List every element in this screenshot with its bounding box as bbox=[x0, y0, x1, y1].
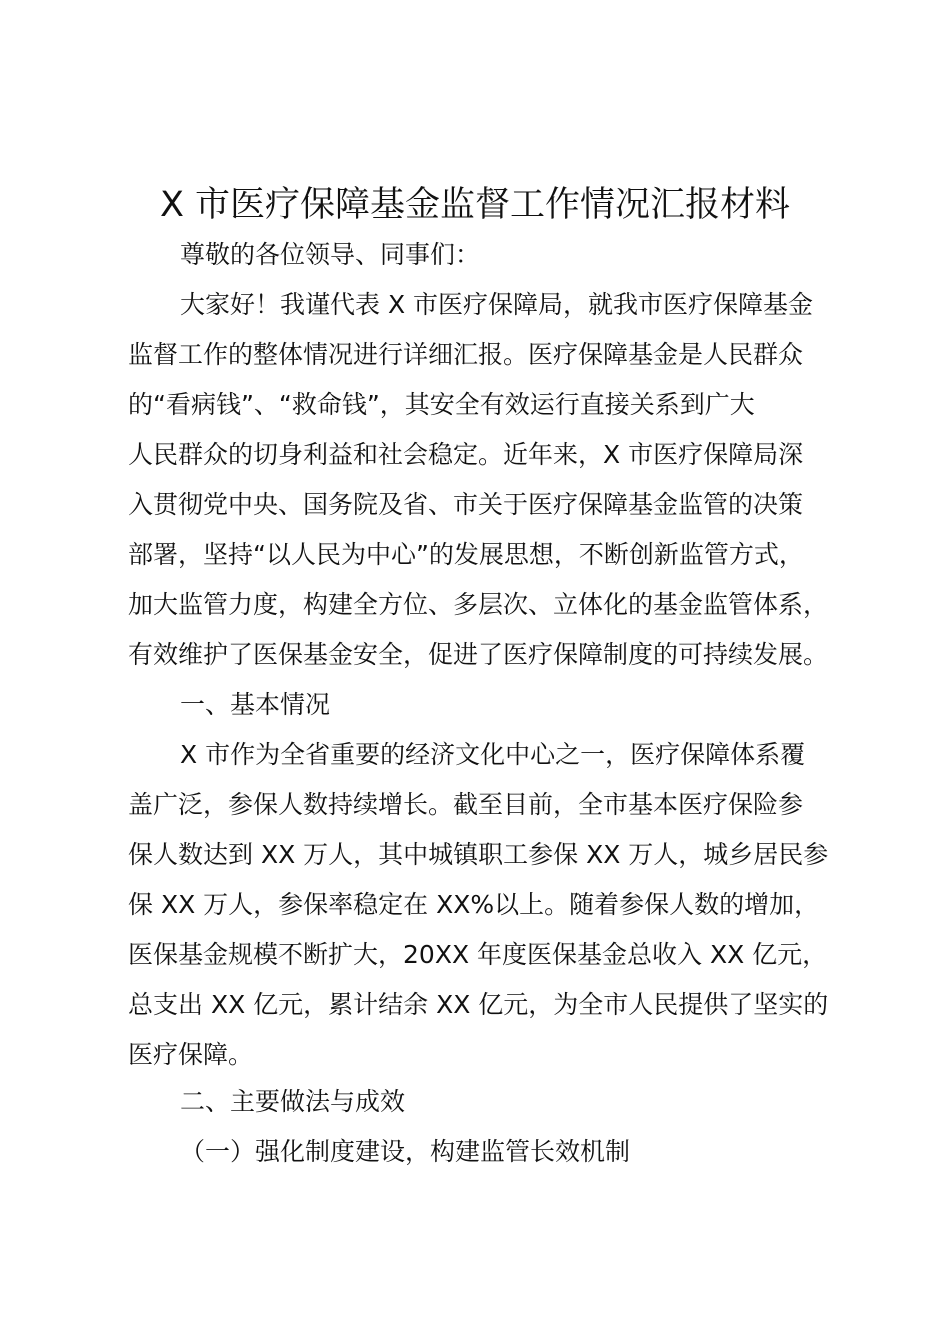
section-heading: 一、基本情况 bbox=[180, 690, 331, 719]
paragraph-line: 部署，坚持“以人民为中心”的发展思想，不断创新监管方式， bbox=[128, 540, 804, 569]
paragraph-line: 保 XX 万人，参保率稳定在 XX%以上。随着参保人数的增加， bbox=[128, 890, 820, 919]
document-body-part2 bbox=[128, 1077, 868, 1177]
paragraph-line: 总支出 XX 亿元，累计结余 XX 亿元，为全市人民提供了坚实的 bbox=[128, 990, 829, 1019]
document-title: X 市医疗保障基金监督工作情况汇报材料 bbox=[159, 185, 791, 225]
subsection-heading: （一）强化制度建设，构建监管长效机制 bbox=[180, 1137, 631, 1166]
paragraph-line: 有效维护了医保基金安全，促进了医疗保障制度的可持续发展。 bbox=[128, 640, 829, 669]
paragraph-line: 入贯彻党中央、国务院及省、市关于医疗保障基金监管的决策 bbox=[128, 490, 804, 519]
paragraph-line: 医保基金规模不断扩大，20XX 年度医保基金总收入 XX 亿元， bbox=[128, 940, 828, 969]
paragraph-line: 大家好！我谨代表 X 市医疗保障局，就我市医疗保障基金 bbox=[180, 290, 814, 319]
greeting-line: 尊敬的各位领导、同事们： bbox=[180, 240, 481, 269]
document-body-part1 bbox=[128, 230, 868, 1080]
paragraph-line: 盖广泛，参保人数持续增长。截至目前，全市基本医疗保险参 bbox=[128, 790, 804, 819]
paragraph-line: 监督工作的整体情况进行详细汇报。医疗保障基金是人民群众 bbox=[128, 340, 804, 369]
section-heading: 二、主要做法与成效 bbox=[180, 1087, 406, 1116]
paragraph-line: 保人数达到 XX 万人，其中城镇职工参保 XX 万人，城乡居民参 bbox=[128, 840, 829, 869]
paragraph-line: 医疗保障。 bbox=[128, 1040, 254, 1069]
paragraph-line: 加大监管力度，构建全方位、多层次、立体化的基金监管体系， bbox=[128, 590, 829, 619]
paragraph-line: X 市作为全省重要的经济文化中心之一，医疗保障体系覆 bbox=[180, 740, 806, 769]
paragraph-line: 的“看病钱”、“救命钱”，其安全有效运行直接关系到广大 bbox=[128, 390, 755, 419]
paragraph-line: 人民群众的切身利益和社会稳定。近年来，X 市医疗保障局深 bbox=[128, 440, 804, 469]
